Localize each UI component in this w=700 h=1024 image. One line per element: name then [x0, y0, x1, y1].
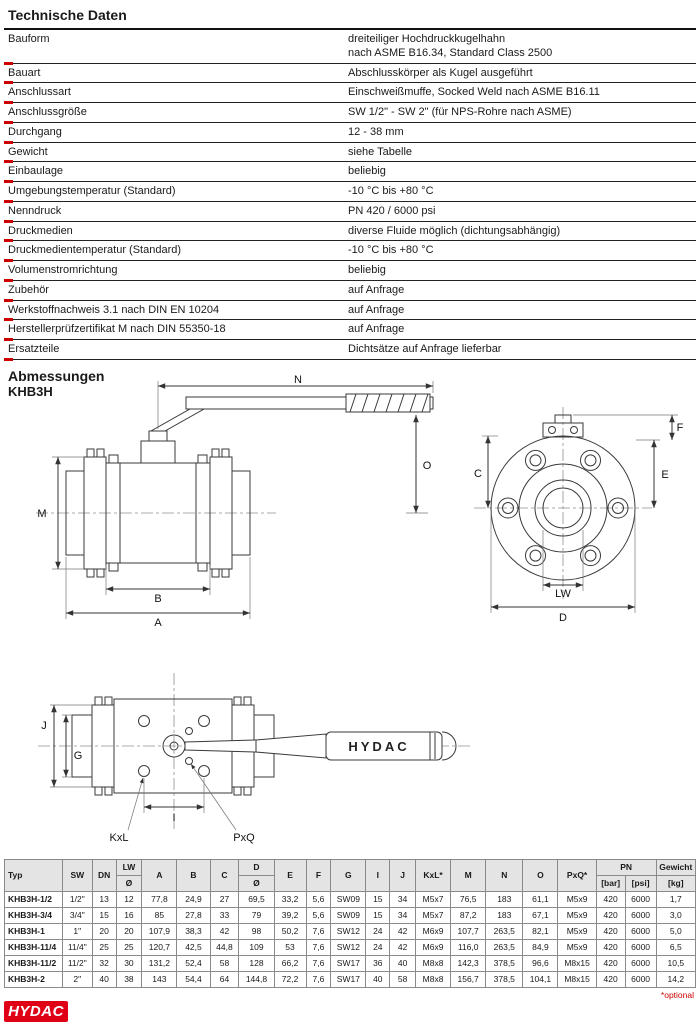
spec-value: Einschweißmuffe, Socked Weld nach ASME B16.11: [348, 86, 600, 99]
dim-label-pxq: PxQ: [233, 831, 255, 844]
spec-value: Abschlusskörper als Kugel ausgeführt: [348, 66, 533, 79]
dim-table-row: [5, 971, 696, 987]
cell-typ: KHB3H-11/4: [5, 939, 63, 955]
spec-row: [4, 261, 696, 281]
cell: 20: [92, 923, 116, 939]
cell: SW12: [331, 939, 366, 955]
cell: M6x9: [415, 923, 450, 939]
drawing-front-view: [8, 373, 458, 638]
cell: 6000: [625, 971, 656, 987]
cell: 38,3: [177, 923, 210, 939]
cell: 42,5: [177, 939, 210, 955]
col-pn: PN: [596, 859, 656, 875]
cell: M6x9: [415, 939, 450, 955]
cell: 107,9: [142, 923, 177, 939]
cell: 1": [62, 923, 92, 939]
col-c: C: [210, 859, 239, 891]
cell: 42: [390, 939, 416, 955]
col-gewicht: Gewicht: [656, 859, 695, 875]
cell: 84,9: [523, 939, 558, 955]
col-gewicht-sub: [kg]: [656, 875, 695, 891]
cell: 10,5: [656, 955, 695, 971]
cell: M8x8: [415, 955, 450, 971]
spec-value: PN 420 / 6000 psi: [348, 204, 436, 217]
col-pxq: PxQ*: [558, 859, 596, 891]
spec-label: Bauart: [8, 66, 41, 79]
cell: 7,6: [306, 955, 331, 971]
dim-label-b: B: [154, 592, 162, 605]
cell: 11/4": [62, 939, 92, 955]
cell-typ: KHB3H-1: [5, 923, 63, 939]
spec-row: [4, 222, 696, 242]
cell: 128: [239, 955, 274, 971]
dim-label-kxl: KxL: [109, 831, 129, 844]
cell: 98: [239, 923, 274, 939]
cell: 58: [390, 971, 416, 987]
drawing-top-view: [24, 651, 484, 851]
col-pn-psi: [psi]: [625, 875, 656, 891]
spec-row: [4, 241, 696, 261]
cell: 420: [596, 907, 625, 923]
cell: 420: [596, 955, 625, 971]
cell: 64: [210, 971, 239, 987]
spec-value: beliebig: [348, 165, 386, 178]
dimensions-title: Abmessungen: [8, 367, 105, 384]
cell: 116,0: [451, 939, 486, 955]
col-d-sub: Ø: [239, 875, 274, 891]
cell: 40: [92, 971, 116, 987]
cell: 33: [210, 907, 239, 923]
cell-typ: KHB3H-1/2: [5, 891, 63, 907]
dim-label-lw: LW: [555, 587, 571, 600]
dimension-table: [4, 859, 696, 988]
hydac-logo: [4, 1001, 68, 1022]
cell: 82,1: [523, 923, 558, 939]
cell: 144,8: [239, 971, 274, 987]
dim-table-row: [5, 923, 696, 939]
cell: 3,0: [656, 907, 695, 923]
dim-table-header: [5, 859, 696, 891]
spec-row: [4, 162, 696, 182]
spec-label: Ersatzteile: [8, 343, 60, 355]
spec-row: [4, 123, 696, 143]
cell: 58: [210, 955, 239, 971]
cell: M8x15: [558, 971, 596, 987]
spec-row: [4, 301, 696, 321]
spec-row: [4, 202, 696, 222]
optional-footnote: *optional: [660, 989, 694, 1000]
cell: 5,0: [656, 923, 695, 939]
cell: 15: [366, 907, 390, 923]
cell: 12: [116, 891, 142, 907]
cell: SW12: [331, 923, 366, 939]
hydac-logo-text: HYDAC: [8, 1003, 64, 1020]
cell: 25: [92, 939, 116, 955]
col-lw: LW: [116, 859, 142, 875]
dim-label-n: N: [294, 373, 302, 386]
spec-label: Nenndruck: [8, 204, 62, 217]
col-dn: DN: [92, 859, 116, 891]
cell: 6000: [625, 923, 656, 939]
cell: 420: [596, 923, 625, 939]
spec-row: [4, 83, 696, 103]
dim-table-row: [5, 891, 696, 907]
cell: M5x9: [558, 923, 596, 939]
cell: 109: [239, 939, 274, 955]
cell: 24: [366, 923, 390, 939]
tech-section-title: Technische Daten: [4, 4, 696, 30]
spec-label: Umgebungstemperatur (Standard): [8, 185, 176, 197]
spec-label: Druckmedien: [8, 224, 73, 237]
dim-label-c: C: [474, 467, 482, 480]
spec-row: [4, 143, 696, 163]
cell: 263,5: [486, 939, 523, 955]
cell: 40: [366, 971, 390, 987]
cell: M8x15: [558, 955, 596, 971]
spec-row: [4, 64, 696, 84]
cell: 33,2: [274, 891, 306, 907]
cell: 378,5: [486, 955, 523, 971]
cell: 27: [210, 891, 239, 907]
cell: 143: [142, 971, 177, 987]
cell: 30: [116, 955, 142, 971]
cell: 61,1: [523, 891, 558, 907]
cell: 87,2: [451, 907, 486, 923]
col-a: A: [142, 859, 177, 891]
col-pn-bar: [bar]: [596, 875, 625, 891]
cell: 50,2: [274, 923, 306, 939]
cell: 5,6: [306, 891, 331, 907]
drawing-flange-view: [458, 393, 688, 625]
cell: M5x7: [415, 891, 450, 907]
tech-spec-list: [4, 30, 696, 360]
dim-table-body: [5, 891, 696, 987]
cell: 5,6: [306, 907, 331, 923]
cell: 1,7: [656, 891, 695, 907]
col-m: M: [451, 859, 486, 891]
cell: SW17: [331, 955, 366, 971]
cell: 15: [366, 891, 390, 907]
spec-label: Zubehör: [8, 283, 49, 296]
cell: SW09: [331, 891, 366, 907]
cell: 85: [142, 907, 177, 923]
cell: 3/4": [62, 907, 92, 923]
dimensions-subtitle: KHB3H: [8, 383, 53, 399]
cell: 6000: [625, 939, 656, 955]
spec-label: Anschlussart: [8, 86, 71, 99]
cell: 263,5: [486, 923, 523, 939]
valve-body-front: [66, 394, 433, 577]
spec-value: auf Anfrage: [348, 303, 405, 316]
cell: 131,2: [142, 955, 177, 971]
cell: 24: [366, 939, 390, 955]
spec-value: Dichtsätze auf Anfrage lieferbar: [348, 343, 502, 355]
cell: 15: [92, 907, 116, 923]
cell: M8x8: [415, 971, 450, 987]
cell: 34: [390, 907, 416, 923]
cell: 104,1: [523, 971, 558, 987]
dim-label-e: E: [661, 468, 669, 481]
cell: 79: [239, 907, 274, 923]
cell: 27,8: [177, 907, 210, 923]
dim-table-row: [5, 907, 696, 923]
cell: 44,8: [210, 939, 239, 955]
col-b: B: [177, 859, 210, 891]
col-d: D: [239, 859, 274, 875]
cell: 6000: [625, 907, 656, 923]
col-f: F: [306, 859, 331, 891]
cell: 32: [92, 955, 116, 971]
col-e: E: [274, 859, 306, 891]
col-g: G: [331, 859, 366, 891]
cell: 69,5: [239, 891, 274, 907]
cell: 77,8: [142, 891, 177, 907]
dim-table-row: [5, 939, 696, 955]
cell: 53: [274, 939, 306, 955]
col-typ: Typ: [5, 859, 63, 891]
spec-label: Gewicht: [8, 145, 48, 158]
cell: 42: [210, 923, 239, 939]
cell: 76,5: [451, 891, 486, 907]
col-lw-sub: Ø: [116, 875, 142, 891]
dim-label-j: J: [41, 719, 47, 732]
col-kxl: KxL*: [415, 859, 450, 891]
cell: 6000: [625, 891, 656, 907]
cell: M5x9: [558, 907, 596, 923]
cell: 39,2: [274, 907, 306, 923]
col-n: N: [486, 859, 523, 891]
cell: 34: [390, 891, 416, 907]
dim-label-d: D: [559, 611, 567, 624]
spec-value: auf Anfrage: [348, 323, 405, 336]
dim-label-g: G: [73, 749, 83, 762]
spec-label: Herstellerprüfzertifikat M nach DIN 55350-18: [8, 323, 226, 336]
spec-value: SW 1/2" - SW 2" (für NPS-Rohre nach ASME): [348, 106, 572, 118]
cell: 183: [486, 907, 523, 923]
cell: 16: [116, 907, 142, 923]
cell: M5x9: [558, 891, 596, 907]
cell: 7,6: [306, 971, 331, 987]
cell: 7,6: [306, 939, 331, 955]
spec-label: Volumenstromrichtung: [8, 264, 118, 276]
cell-typ: KHB3H-3/4: [5, 907, 63, 923]
dim-label-m: M: [37, 507, 47, 520]
cell: 183: [486, 891, 523, 907]
col-i: I: [366, 859, 390, 891]
cell: SW17: [331, 971, 366, 987]
cell: 420: [596, 971, 625, 987]
cell: 67,1: [523, 907, 558, 923]
spec-row: [4, 281, 696, 301]
cell: 24,9: [177, 891, 210, 907]
dim-label-o: O: [422, 459, 432, 472]
cell-typ: KHB3H-2: [5, 971, 63, 987]
cell: M5x9: [558, 939, 596, 955]
cell: 20: [116, 923, 142, 939]
spec-label: Werkstoffnachweis 3.1 nach DIN EN 10204: [8, 303, 220, 316]
spec-value: beliebig: [348, 264, 386, 276]
cell: M5x7: [415, 907, 450, 923]
cell-typ: KHB3H-11/2: [5, 955, 63, 971]
col-sw: SW: [62, 859, 92, 891]
cell: 40: [390, 955, 416, 971]
col-j: J: [390, 859, 416, 891]
spec-row: [4, 320, 696, 340]
spec-value: 12 - 38 mm: [348, 125, 404, 138]
cell: SW09: [331, 907, 366, 923]
cell: 420: [596, 939, 625, 955]
cell: 107,7: [451, 923, 486, 939]
cell: 2": [62, 971, 92, 987]
cell: 6,5: [656, 939, 695, 955]
cell: 54,4: [177, 971, 210, 987]
spec-label: Anschlussgröße: [8, 106, 87, 118]
spec-value: -10 °C bis +80 °C: [348, 244, 434, 257]
spec-value: dreiteiliger Hochdruckkugelhahn nach ASME B16.34, Standard Class 2500: [348, 33, 553, 59]
spec-row: [4, 30, 696, 64]
cell: 378,5: [486, 971, 523, 987]
spec-row: [4, 103, 696, 123]
spec-label: Einbaulage: [8, 165, 64, 178]
cell: 13: [92, 891, 116, 907]
dimensions-section: [4, 368, 696, 851]
spec-label: Druckmedientemperatur (Standard): [8, 244, 182, 257]
cell: 36: [366, 955, 390, 971]
spec-label: Durchgang: [8, 125, 62, 138]
col-o: O: [523, 859, 558, 891]
cell: 72,2: [274, 971, 306, 987]
cell: 1/2": [62, 891, 92, 907]
spec-label: Bauform: [8, 33, 50, 45]
spec-value: auf Anfrage: [348, 283, 405, 296]
cell: 11/2": [62, 955, 92, 971]
cell: 120,7: [142, 939, 177, 955]
cell: 420: [596, 891, 625, 907]
cell: 66,2: [274, 955, 306, 971]
dim-table-row: [5, 955, 696, 971]
cell: 96,6: [523, 955, 558, 971]
cell: 6000: [625, 955, 656, 971]
cell: 142,3: [451, 955, 486, 971]
cell: 52,4: [177, 955, 210, 971]
spec-value: -10 °C bis +80 °C: [348, 185, 434, 197]
spec-row: [4, 182, 696, 202]
handle-brand-text: HYDAC: [348, 738, 410, 754]
cell: 156,7: [451, 971, 486, 987]
dim-label-i: I: [172, 811, 176, 824]
spec-value: diverse Fluide möglich (dichtungsabhängig): [348, 224, 561, 237]
cell: 25: [116, 939, 142, 955]
cell: 38: [116, 971, 142, 987]
cell: 7,6: [306, 923, 331, 939]
dim-label-f: F: [676, 421, 684, 434]
spec-value: siehe Tabelle: [348, 145, 413, 158]
cell: 42: [390, 923, 416, 939]
spec-row: [4, 340, 696, 360]
cell: 14,2: [656, 971, 695, 987]
dim-label-a: A: [154, 616, 162, 629]
